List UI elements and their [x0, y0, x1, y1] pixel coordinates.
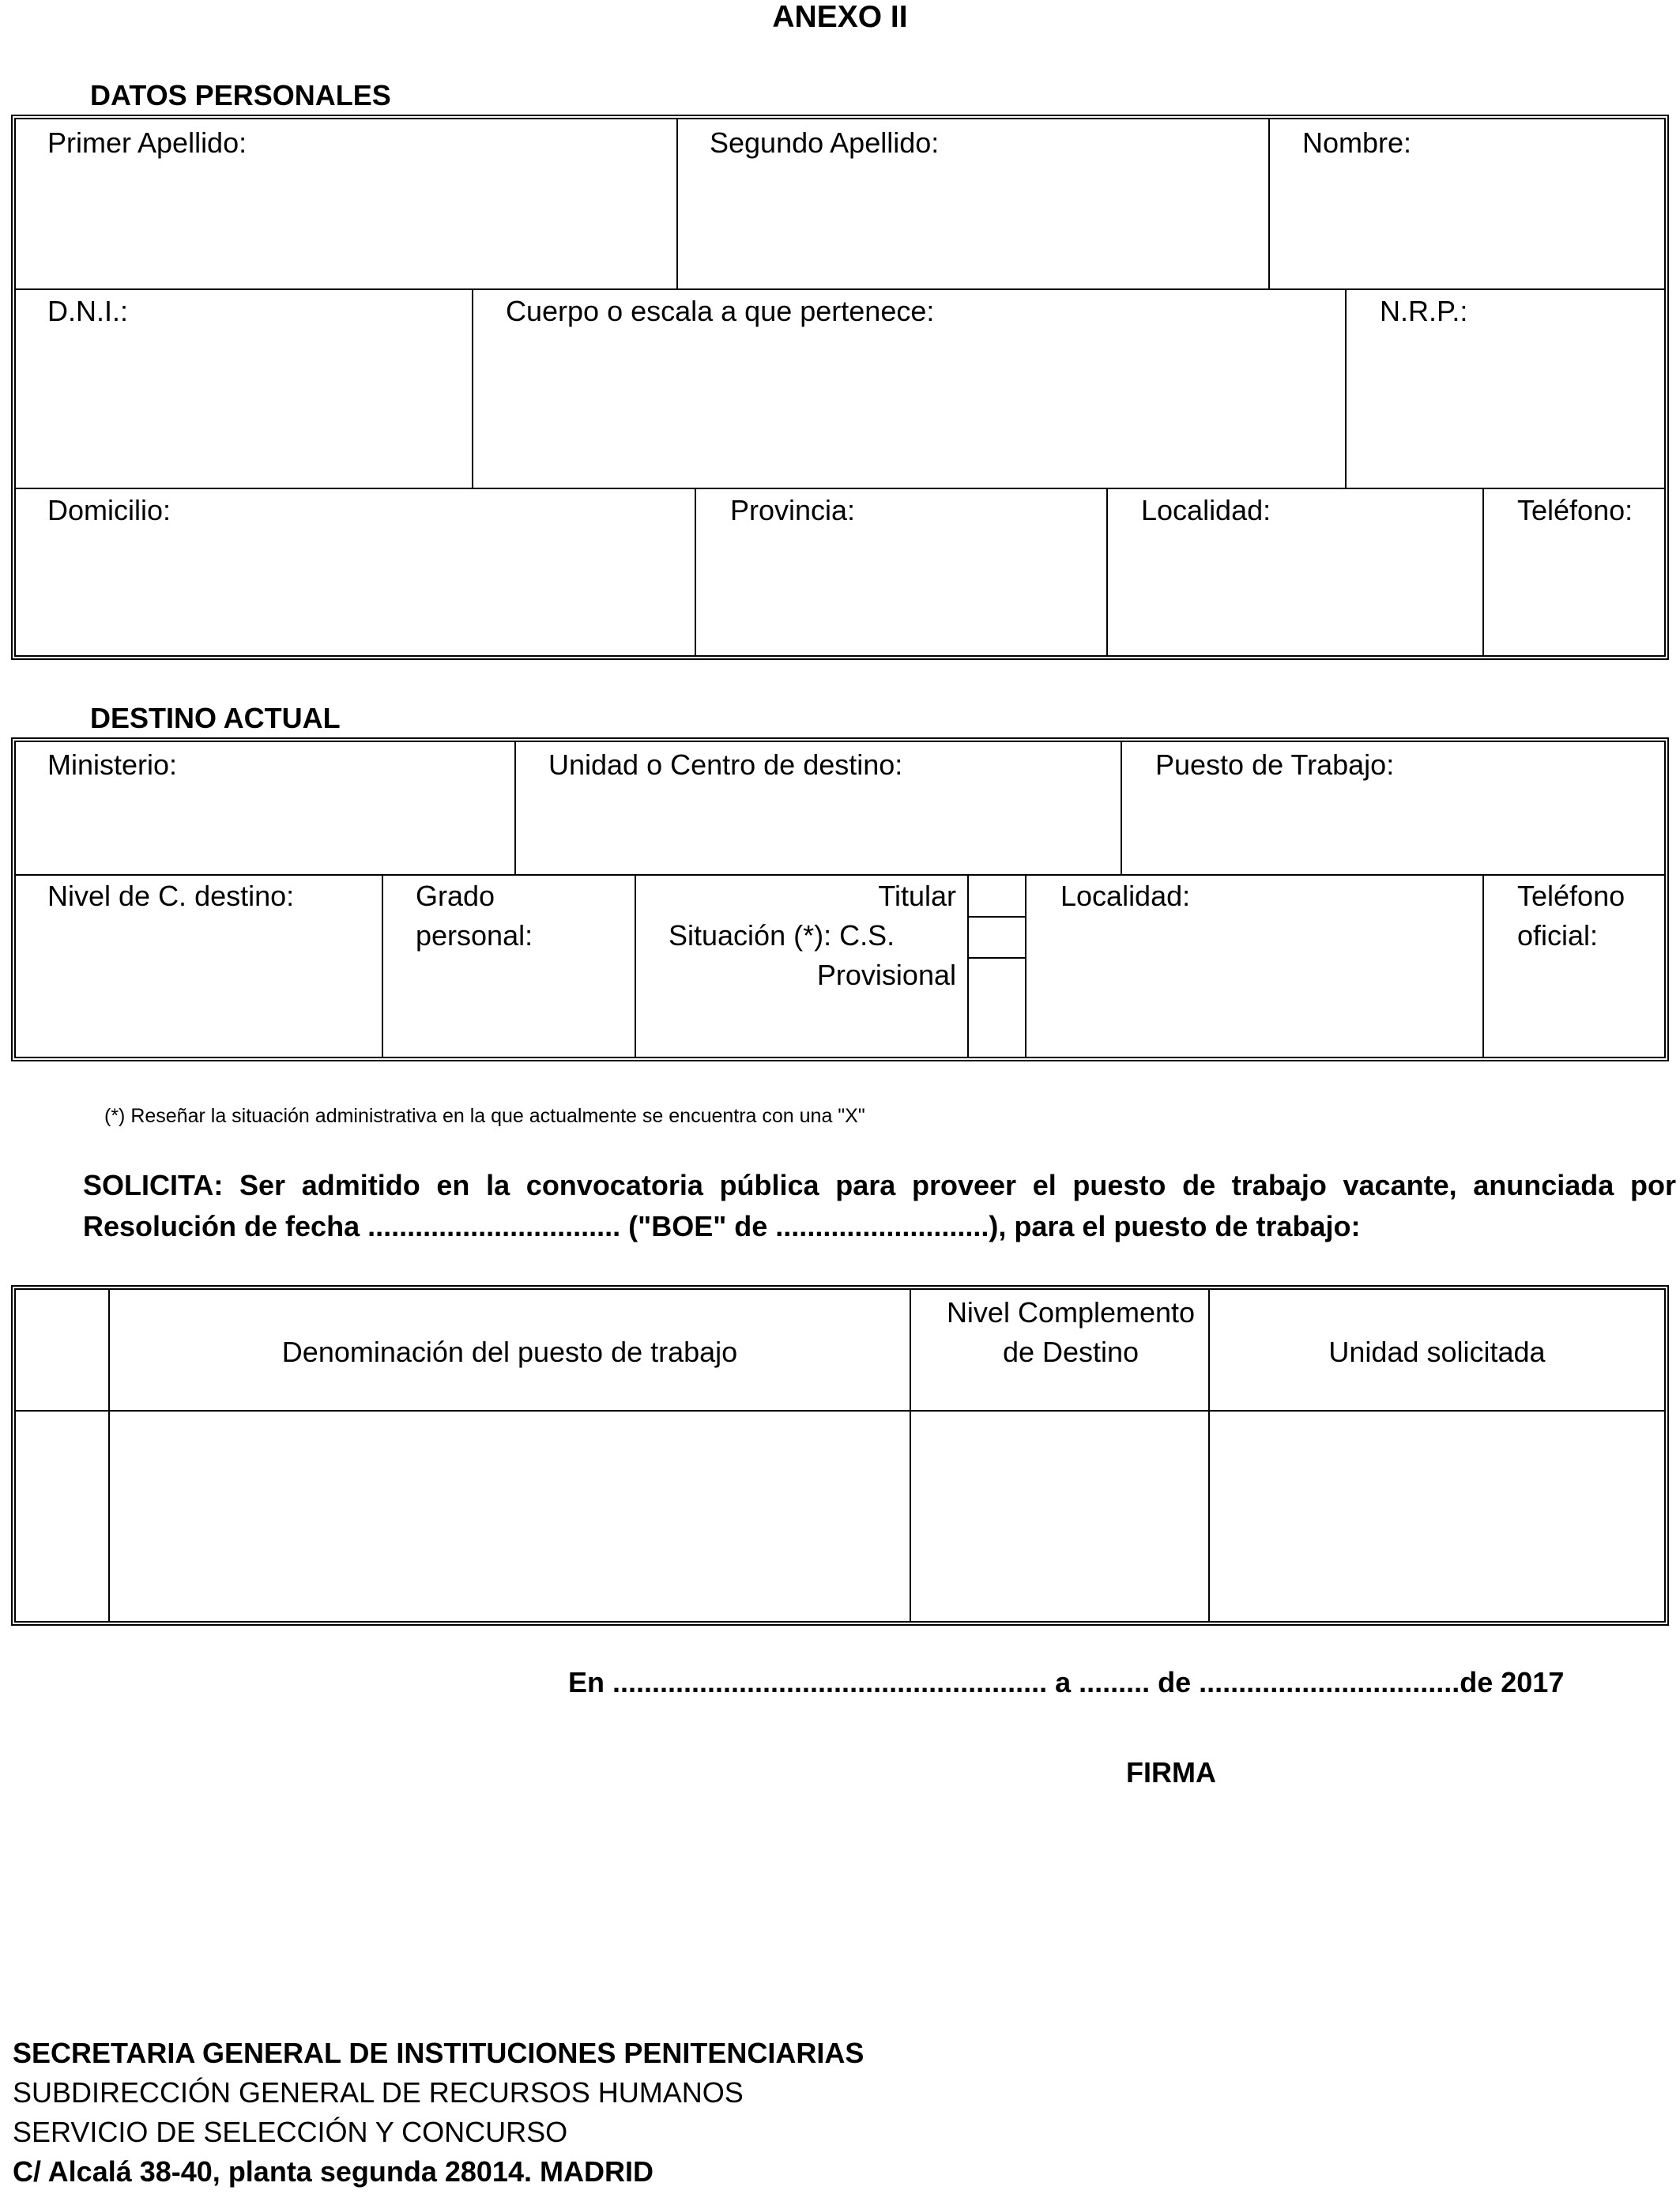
- footer-line-4: C/ Alcalá 38-40, planta segunda 28014. MADRID: [13, 2155, 654, 2188]
- cell-divider: [1482, 875, 1484, 1057]
- date-line[interactable]: En ....................................................... a ......... de .................................de 2017: [568, 1666, 1565, 1698]
- cell-divider: [382, 875, 383, 1057]
- cell-divider: [472, 289, 473, 488]
- puesto-field[interactable]: Puesto de Trabajo:: [1155, 748, 1395, 781]
- destino-actual-heading: DESTINO ACTUAL: [90, 702, 341, 734]
- firma-label: FIRMA: [1126, 1756, 1216, 1789]
- cuerpo-field[interactable]: Cuerpo o escala a que pertenece:: [506, 295, 935, 327]
- grado-field[interactable]: Grado personal:: [416, 880, 533, 952]
- domicilio-field[interactable]: Domicilio:: [47, 494, 171, 526]
- primer-apellido-field[interactable]: Primer Apellido:: [47, 126, 247, 159]
- nivel-input-cell[interactable]: [911, 1412, 1208, 1621]
- datos-personales-box: [11, 115, 1669, 660]
- titular-checkbox[interactable]: [968, 916, 1025, 918]
- dni-field[interactable]: D.N.I.:: [47, 295, 129, 327]
- cell-divider: [1268, 119, 1270, 288]
- footer-line-2: SUBDIRECCIÓN GENERAL DE RECURSOS HUMANOS: [13, 2076, 744, 2109]
- row-divider: [16, 288, 1664, 290]
- cell-divider: [1345, 289, 1347, 488]
- telefono-field[interactable]: Teléfono:: [1517, 494, 1633, 526]
- col-denominacion-header: Denominación del puesto de trabajo: [281, 1336, 738, 1368]
- cell-divider: [1482, 488, 1484, 655]
- row-divider: [16, 874, 1664, 876]
- provincia-field[interactable]: Provincia:: [730, 494, 856, 526]
- localidad-field[interactable]: Localidad:: [1141, 494, 1271, 526]
- cell-divider: [967, 875, 969, 1057]
- situacion-provisional-label: Provisional: [816, 959, 956, 991]
- ministerio-field[interactable]: Ministerio:: [47, 748, 178, 781]
- solicita-paragraph: [83, 1165, 1676, 1247]
- solicita-line-2: Resolución de fecha ................................ ("BOE" de ...........................), para el puesto de trabajo:: [83, 1210, 1361, 1242]
- cell-divider: [1025, 875, 1026, 1057]
- segundo-apellido-field[interactable]: Segundo Apellido:: [710, 126, 940, 159]
- denominacion-input-cell[interactable]: [110, 1412, 910, 1621]
- localidad-destino-field[interactable]: Localidad:: [1060, 880, 1191, 912]
- solicita-line-1: SOLICITA: Ser admitido en la convocatoria pública para proveer el puesto de trabajo vacante, anunciada por: [83, 1169, 1676, 1201]
- nombre-field[interactable]: Nombre:: [1302, 126, 1412, 159]
- situacion-note: (*) Reseñar la situación administrativa en la que actualmente se encuentra con una "X": [104, 1105, 865, 1127]
- nivel-field[interactable]: Nivel de C. destino:: [47, 880, 295, 912]
- cell-divider: [514, 742, 516, 874]
- situacion-titular-label: Titular: [878, 880, 956, 912]
- footer-line-3: SERVICIO DE SELECCIÓN Y CONCURSO: [13, 2116, 568, 2148]
- telefono-oficial-field[interactable]: Teléfono oficial:: [1517, 880, 1625, 952]
- cell-divider: [1121, 742, 1122, 874]
- unidad-input-cell[interactable]: [1210, 1412, 1664, 1621]
- cell-divider: [695, 488, 696, 655]
- cs-checkbox[interactable]: [968, 957, 1025, 959]
- nrp-field[interactable]: N.R.P.:: [1380, 295, 1468, 327]
- datos-personales-heading: DATOS PERSONALES: [90, 79, 391, 111]
- col-nivel-header: Nivel Complemento de Destino: [946, 1296, 1196, 1368]
- cell-divider: [1106, 488, 1108, 655]
- row-divider: [16, 488, 1664, 489]
- col-unidad-header: Unidad solicitada: [1328, 1336, 1546, 1368]
- situacion-label: Situación (*): C.S.: [669, 919, 895, 952]
- page-title: ANEXO II: [772, 0, 908, 34]
- cell-divider: [676, 119, 678, 288]
- footer-line-1: SECRETARIA GENERAL DE INSTITUCIONES PENITENCIARIAS: [13, 2037, 864, 2069]
- unidad-field[interactable]: Unidad o Centro de destino:: [548, 748, 903, 781]
